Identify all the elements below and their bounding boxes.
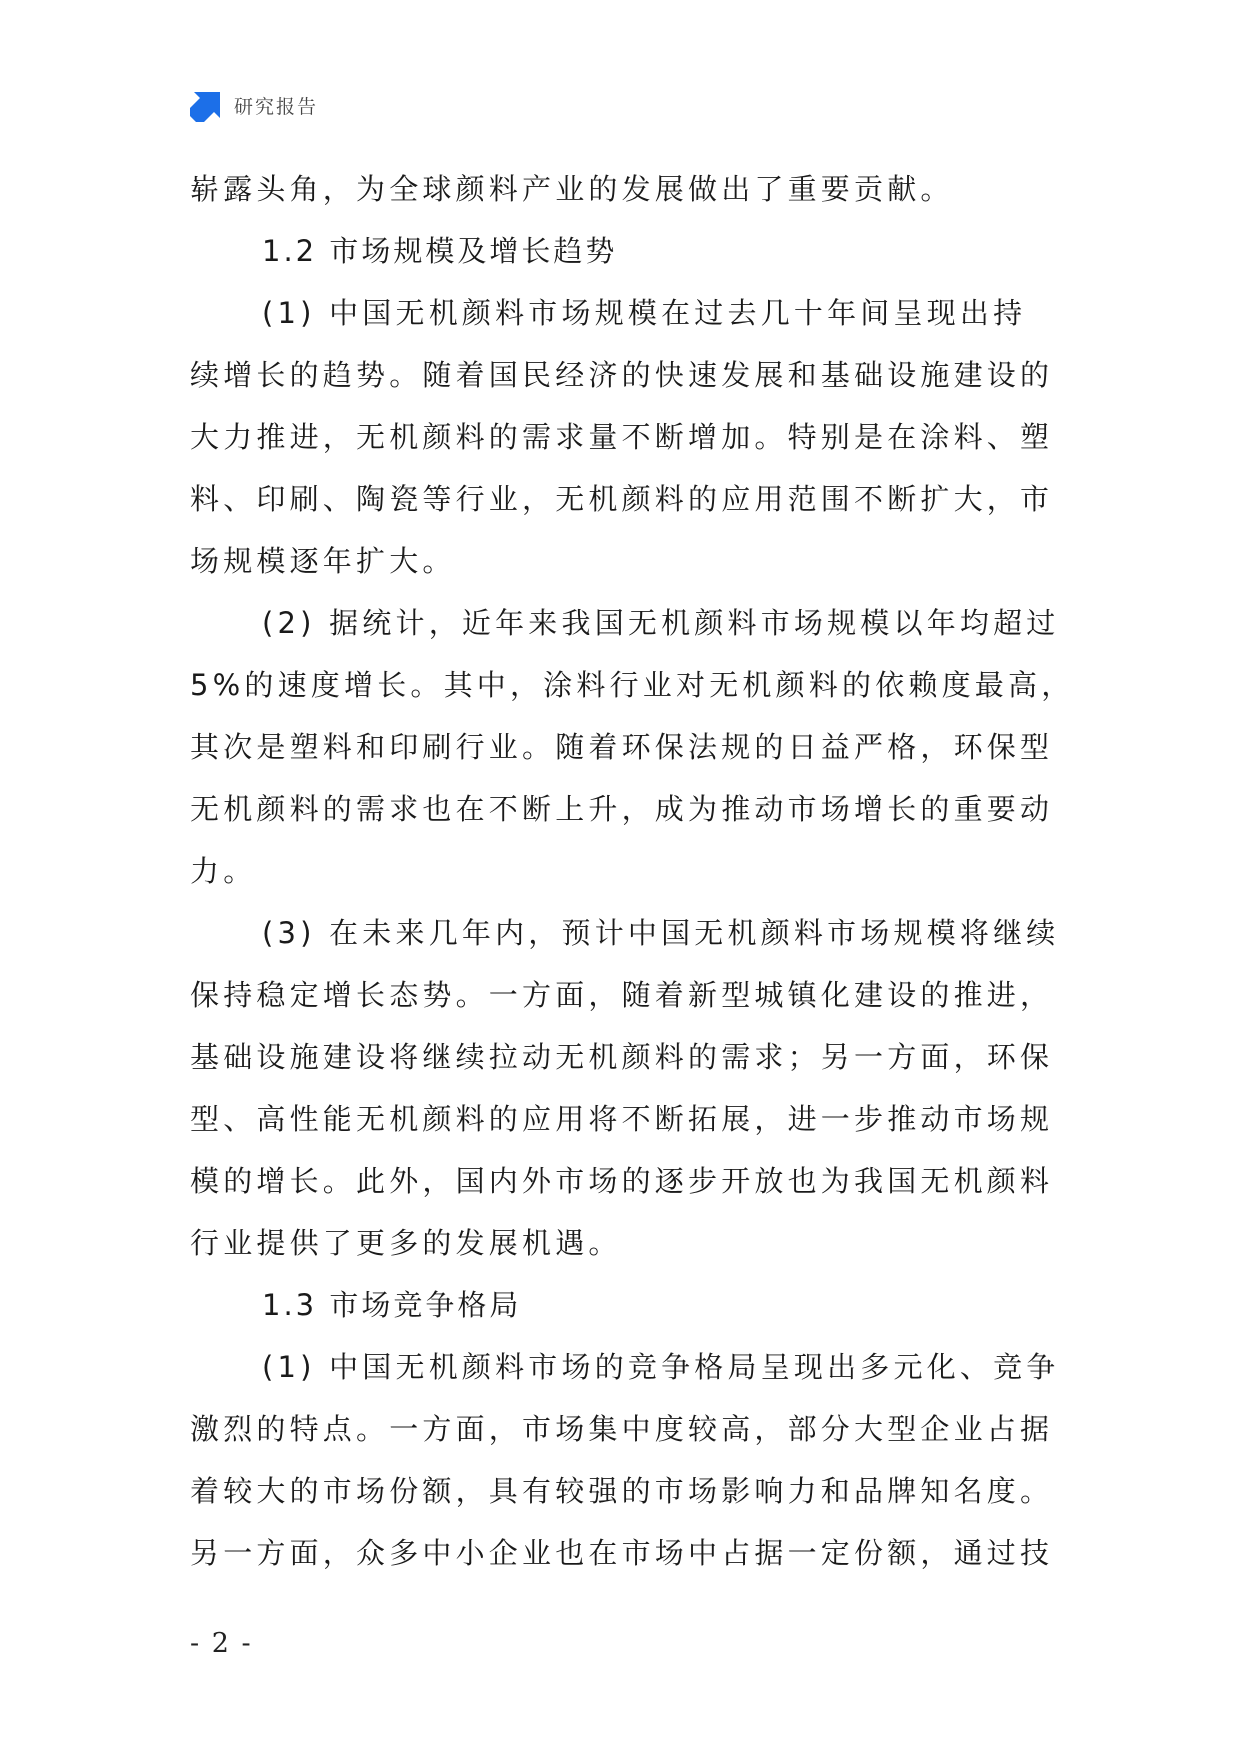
- text-line: 续增长的趋势。随着国民经济的快速发展和基础设施建设的: [190, 358, 1054, 392]
- text-line: (1) 中国无机颜料市场规模在过去几十年间呈现出持: [262, 296, 1027, 330]
- text-line: 料、印刷、陶瓷等行业，无机颜料的应用范围不断扩大，市: [190, 482, 1054, 516]
- text-line: 模的增长。此外，国内外市场的逐步开放也为我国无机颜料: [190, 1164, 1054, 1198]
- text-line: 激烈的特点。一方面，市场集中度较高，部分大型企业占据: [190, 1412, 1054, 1446]
- text-line: (2) 据统计，近年来我国无机颜料市场规模以年均超过: [262, 606, 1060, 640]
- text-line: 场规模逐年扩大。: [190, 544, 456, 578]
- text-line: 另一方面，众多中小企业也在市场中占据一定份额，通过技: [190, 1536, 1054, 1570]
- text-line: (3) 在未来几年内，预计中国无机颜料市场规模将继续: [262, 916, 1060, 950]
- page-number: - 2 -: [190, 1628, 253, 1659]
- section-heading: 1.3 市场竞争格局: [262, 1288, 522, 1322]
- text-line: 保持稳定增长态势。一方面，随着新型城镇化建设的推进，: [190, 978, 1054, 1012]
- text-line: 型、高性能无机颜料的应用将不断拓展，进一步推动市场规: [190, 1102, 1054, 1136]
- text-line: 力。: [190, 854, 257, 888]
- text-line: 5%的速度增长。其中，涂料行业对无机颜料的依赖度最高，: [190, 668, 1075, 702]
- text-line: (1) 中国无机颜料市场的竞争格局呈现出多元化、竞争: [262, 1350, 1060, 1384]
- document-body: [190, 158, 1075, 1584]
- text-line: 其次是塑料和印刷行业。随着环保法规的日益严格，环保型: [190, 730, 1054, 764]
- section-heading: 1.2 市场规模及增长趋势: [262, 234, 618, 268]
- report-header: [190, 88, 318, 122]
- text-line: 无机颜料的需求也在不断上升，成为推动市场增长的重要动: [190, 792, 1054, 826]
- text-line: 基础设施建设将继续拉动无机颜料的需求；另一方面，环保: [190, 1040, 1054, 1074]
- text-line: 大力推进，无机颜料的需求量不断增加。特别是在涂料、塑: [190, 420, 1054, 454]
- arrow-up-right-icon: [190, 88, 224, 122]
- text-line: 崭露头角，为全球颜料产业的发展做出了重要贡献。: [190, 172, 954, 206]
- header-title: 研究报告: [234, 95, 319, 118]
- text-line: 着较大的市场份额，具有较强的市场影响力和品牌知名度。: [190, 1474, 1054, 1508]
- text-line: 行业提供了更多的发展机遇。: [190, 1226, 622, 1260]
